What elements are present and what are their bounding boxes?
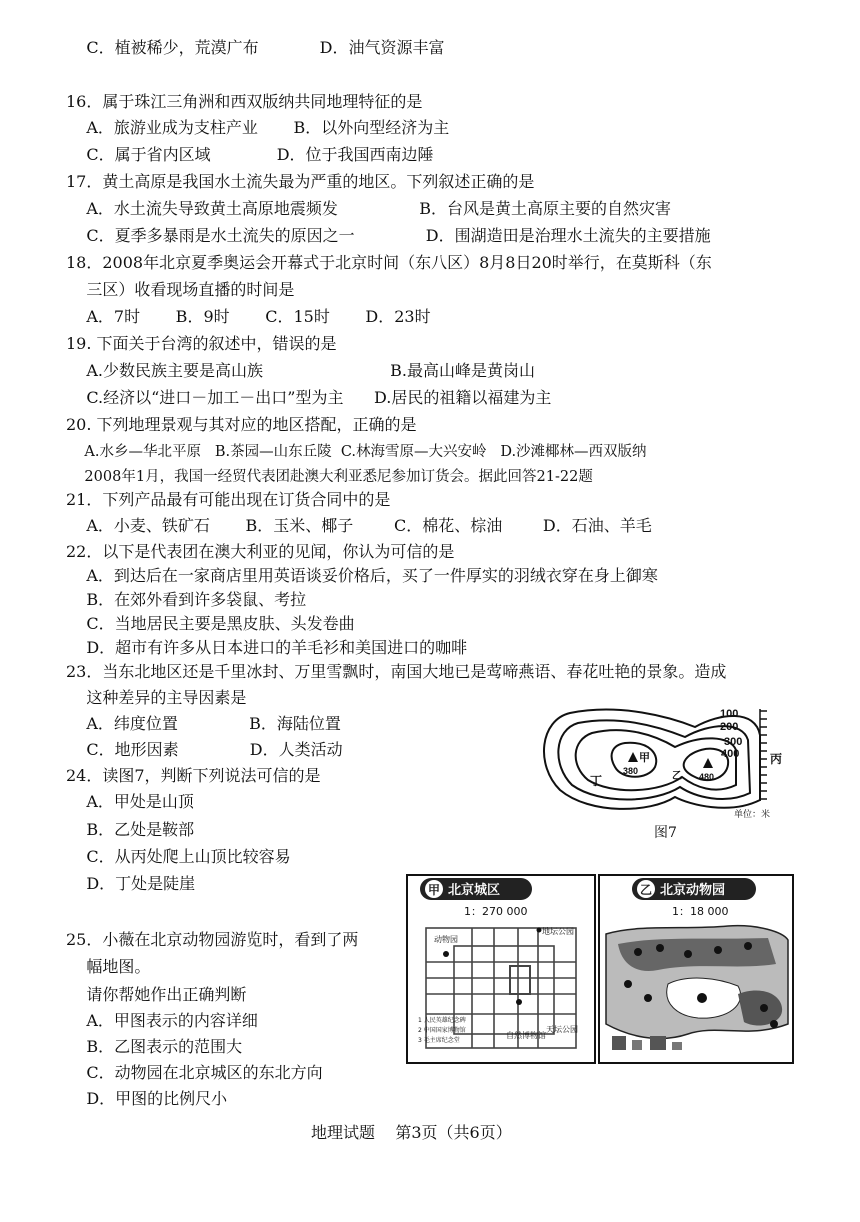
q25-option-a: A．甲图表示的内容详细 (66, 1011, 258, 1030)
q18-stem-cont: 三区）收看现场直播的时间是 (66, 280, 295, 299)
q17-stem: 17．黄土高原是我国水土流失最为严重的地区。下列叙述正确的是 (66, 172, 535, 191)
q24-option-d: D．丁处是陡崖 (66, 874, 196, 893)
q25-stem: 25．小薇在北京动物园游览时，看到了两 (66, 930, 359, 949)
contour-label-200: 200 (720, 721, 739, 733)
map-yi-scale: 1：18 000 (672, 905, 729, 918)
map-jia-label-ditan: 地坛公园 (542, 927, 574, 936)
map-jia-badge: 甲 (428, 883, 441, 897)
map-jia-legend-2: 2 中国国家博物馆 (418, 1027, 466, 1034)
q23-options-ab: A．纬度位置 B．海陆位置 (66, 714, 341, 733)
q17-options-cd: C．夏季多暴雨是水土流失的原因之一 D．围湖造田是治理水土流失的主要措施 (66, 226, 711, 245)
peak-jia-height: 380 (623, 766, 639, 776)
map-jia-legend-3: 3 毛主席纪念堂 (418, 1037, 460, 1044)
q21-22-intro: 2008年1月，我国一经贸代表团赴澳大利亚悉尼参加订货会。据此回答21-22题 (66, 469, 593, 485)
label-ding: 丁 (590, 774, 603, 788)
map-jia-legend-1: 1 人民英雄纪念碑 (418, 1017, 466, 1024)
map-jia-label-museum: 自然博物馆 (506, 1031, 546, 1040)
q17-options-ab: A．水土流失导致黄土高原地震频发 B．台风是黄土高原主要的自然灾害 (66, 199, 672, 218)
q23-options-cd: C．地形因素 D．人类活动 (66, 740, 343, 759)
q22-option-b: B．在郊外看到许多袋鼠、考拉 (66, 590, 307, 609)
q19-stem: 19. 下面关于台湾的叙述中，错误的是 (66, 334, 337, 353)
q19-options-ab: A.少数民族主要是高山族 B.最高山峰是黄岗山 (66, 361, 535, 380)
figure7-caption: 图7 (654, 825, 677, 841)
map-yi-badge: 乙 (640, 883, 653, 897)
q23-stem: 23．当东北地区还是千里冰封、万里雪飘时，南国大地已是莺啼燕语、春花吐艳的景象。造成 (66, 662, 727, 681)
q24-option-c: C．从丙处爬上山顶比较容易 (66, 847, 291, 866)
q22-option-a: A．到达后在一家商店里用英语谈妥价格后，买了一件厚实的羽绒衣穿在身上御寒 (66, 566, 658, 585)
map-jia-label-zoo: 动物园 (434, 935, 458, 944)
label-bing: 丙 (770, 752, 783, 766)
contour-label-300: 300 (724, 736, 743, 748)
q23-stem-cont: 这种差异的主导因素是 (66, 688, 247, 707)
q15-options-cd: C．植被稀少，荒漠广布 D．油气资源丰富 (66, 38, 445, 57)
peak-jia-label: 甲 (639, 752, 650, 764)
q16-options-cd: C．属于省内区域 D．位于我国西南边陲 (66, 145, 434, 164)
map-jia-title: 北京城区 (448, 883, 501, 898)
q24-stem: 24．读图7，判断下列说法可信的是 (66, 766, 321, 785)
q24-option-a: A．甲处是山顶 (66, 792, 194, 811)
q22-option-d: D．超市有许多从日本进口的羊毛衫和美国进口的咖啡 (66, 638, 468, 657)
peak-right-height: 480 (699, 772, 715, 782)
q16-options-ab: A．旅游业成为支柱产业 B．以外向型经济为主 (66, 118, 450, 137)
q25-instruction: 请你帮她作出正确判断 (66, 985, 247, 1004)
q21-options: A．小麦、铁矿石 B．玉米、椰子 C．棉花、棕油 D．石油、羊毛 (66, 516, 652, 535)
contour-label-100: 100 (720, 708, 739, 720)
label-yi: 乙 (672, 771, 682, 782)
map-yi-beijing-zoo (598, 874, 794, 1066)
q18-options: A．7时 B．9时 C．15时 D．23时 (66, 307, 431, 326)
q25-stem-cont: 幅地图。 (66, 957, 151, 976)
q21-stem: 21．下列产品最有可能出现在订货合同中的是 (66, 490, 391, 509)
contour-label-400: 400 (721, 748, 740, 760)
q22-option-c: C．当地居民主要是黑皮肤、头发卷曲 (66, 614, 355, 633)
peak-right-icon (703, 758, 713, 768)
q22-stem: 22．以下是代表团在澳大利亚的见闻，你认为可信的是 (66, 542, 455, 561)
map-yi-title: 北京动物园 (660, 883, 726, 898)
figure7-contour-map (530, 705, 795, 823)
q24-option-b: B．乙处是鞍部 (66, 820, 195, 839)
map-jia-label-tiantan: 天坛公园 (546, 1025, 578, 1034)
q25-option-c: C．动物园在北京城区的东北方向 (66, 1063, 323, 1082)
page-footer: 地理试题 第3页（共6页） (311, 1123, 512, 1142)
map-jia-scale: 1：270 000 (464, 905, 528, 918)
peak-jia-icon (628, 752, 638, 762)
q20-stem: 20. 下列地理景观与其对应的地区搭配，正确的是 (66, 415, 417, 434)
q25-option-b: B．乙图表示的范围大 (66, 1037, 243, 1056)
q25-option-d: D．甲图的比例尺小 (66, 1089, 228, 1108)
map-jia-beijing-city (406, 874, 596, 1066)
q19-options-cd: C.经济以“进口－加工－出口”型为主 D.居民的祖籍以福建为主 (66, 388, 552, 407)
q20-options: A.水乡—华北平原 B.茶园—山东丘陵 C.林海雪原—大兴安岭 D.沙滩椰林—西双版纳 (66, 444, 647, 460)
q18-stem: 18．2008年北京夏季奥运会开幕式于北京时间（东八区）8月8日20时举行，在莫斯科（东 (66, 253, 712, 272)
q16-stem: 16．属于珠江三角洲和西双版纳共同地理特征的是 (66, 92, 423, 111)
unit-label: 单位：米 (734, 809, 771, 819)
